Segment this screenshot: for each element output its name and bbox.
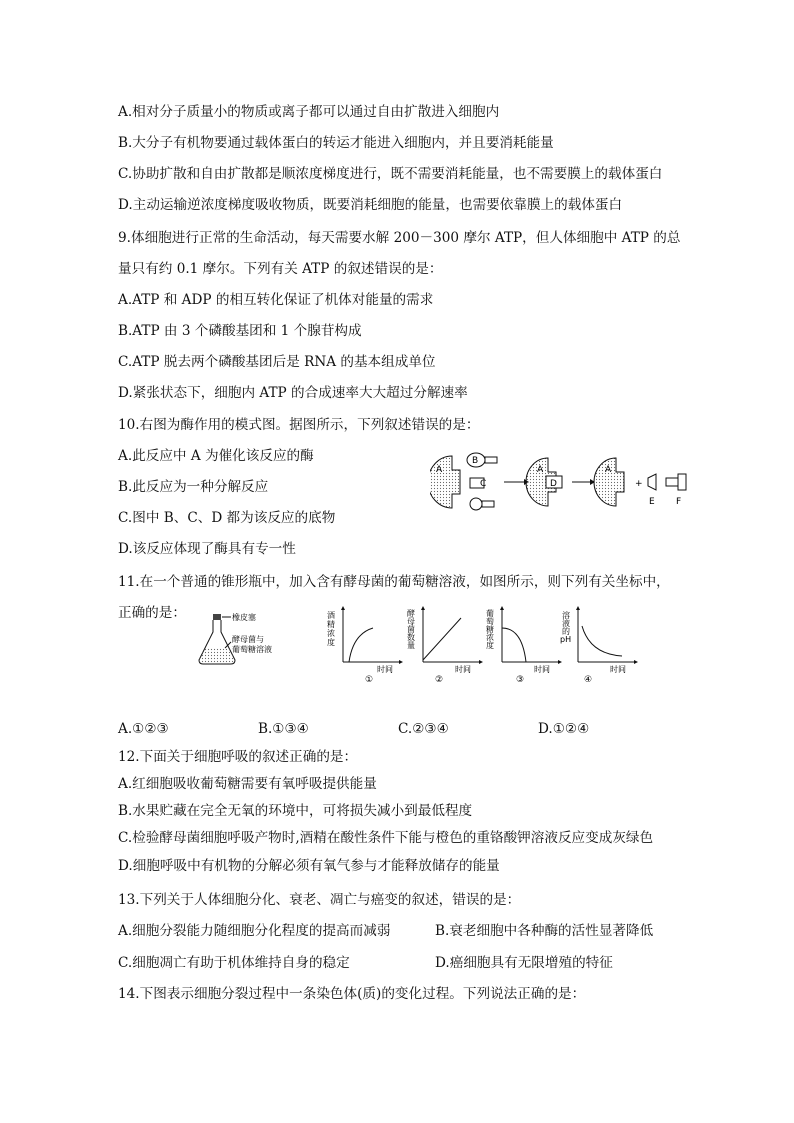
- plus-sign: +: [635, 479, 643, 489]
- graph3-ylabel-1: 葡: [486, 609, 494, 618]
- enzyme-diagram: [430, 448, 700, 518]
- graph4-ylabel-2: 液: [562, 619, 570, 628]
- complex-label-d: D: [550, 479, 557, 489]
- q11-stem-line2: 正确的是：: [118, 605, 186, 621]
- q12-option-c: C.检验酵母菌细胞呼吸产物时,酒精在酸性条件下能与橙色的重铬酸钾溶液反应变成灰绿色: [118, 830, 654, 846]
- q9-stem-line2: 量只有约 0.1 摩尔。下列有关 ATP 的叙述错误的是：: [118, 261, 443, 277]
- q12-option-a: A.红细胞吸收葡萄糖需要有氧呼吸提供能量: [118, 776, 377, 792]
- q9-option-b: B.ATP 由 3 个磷酸基团和 1 个腺苷构成: [118, 323, 362, 339]
- graph4-number: ④: [584, 675, 593, 684]
- graph2-xlabel: 时间: [455, 665, 471, 674]
- q13-option-c: C.细胞凋亡有助于机体维持自身的稳定: [118, 955, 350, 971]
- q11-option-b: B.①③④: [258, 721, 309, 737]
- graph3-ylabel-4: 浓: [486, 633, 494, 642]
- q11-option-c: C.②③④: [398, 721, 449, 737]
- q13-option-d: D.癌细胞具有无限增殖的特征: [435, 955, 613, 971]
- q11-option-d: D.①②④: [538, 721, 590, 737]
- flask-label-stopper: 橡皮塞: [232, 613, 256, 622]
- graph-1: [325, 604, 405, 684]
- q10-option-a: A.此反应中 A 为催化该反应的酶: [118, 448, 314, 464]
- substrate-label-b: B: [472, 456, 479, 466]
- graph4-ylabel-3: 的: [562, 627, 570, 636]
- flask-label-yeast: 酵母菌与: [232, 635, 264, 644]
- graph1-number: ①: [365, 675, 374, 684]
- q14-stem: 14.下图表示细胞分裂过程中一条染色体(质)的变化过程。下列说法正确的是：: [118, 986, 586, 1002]
- graph3-ylabel-5: 度: [486, 641, 494, 650]
- enzyme-label-a1: A: [436, 465, 443, 475]
- graph2-ylabel-1: 酵: [407, 609, 415, 618]
- graph-2: [405, 604, 485, 684]
- graph4-xlabel: 时间: [610, 665, 626, 674]
- graph2-number: ②: [435, 675, 444, 684]
- graph2-ylabel-2: 母: [407, 617, 415, 626]
- q13-stem: 13.下列关于人体细胞分化、衰老、凋亡与癌变的叙述，错误的是：: [118, 892, 521, 908]
- q9-option-a: A.ATP 和 ADP 的相互转化保证了机体对能量的需求: [118, 292, 434, 308]
- q10-option-d: D.该反应体现了酶具有专一性: [118, 541, 296, 557]
- q11-option-a: A.①②③: [118, 721, 169, 737]
- graph1-ylabel-3: 浓: [327, 629, 335, 638]
- flask-label-glucose: 葡萄糖溶液: [232, 645, 272, 654]
- graph2-ylabel-4: 数: [407, 633, 415, 642]
- q12-stem: 12.下面关于细胞呼吸的叙述正确的是：: [118, 749, 358, 765]
- graph4-ylabel-1: 溶: [562, 611, 570, 620]
- q9-option-d: D.紧张状态下，细胞内 ATP 的合成速率大大超过分解速率: [118, 385, 468, 401]
- graph3-number: ③: [516, 675, 525, 684]
- graph3-xlabel: 时间: [534, 665, 550, 674]
- q9-option-c: C.ATP 脱去两个磷酸基团后是 RNA 的基本组成单位: [118, 354, 436, 370]
- flask-diagram: [195, 612, 305, 668]
- graph-3: [484, 604, 564, 684]
- q8-option-b: B.大分子有机物要通过载体蛋白的转运才能进入细胞内，并且要消耗能量: [118, 135, 554, 151]
- graph-4: [560, 604, 640, 684]
- q10-option-c: C.图中 B、C、D 都为该反应的底物: [118, 510, 336, 526]
- q8-option-a: A.相对分子质量小的物质或离子都可以通过自由扩散进入细胞内: [118, 104, 500, 120]
- q10-option-b: B.此反应为一种分解反应: [118, 479, 269, 495]
- q10-stem: 10.右图为酶作用的模式图。据图所示，下列叙述错误的是：: [118, 417, 480, 433]
- q13-option-b: B.衰老细胞中各种酶的活性显著降低: [435, 923, 654, 939]
- substrate-label-c: C: [480, 479, 487, 489]
- graph3-ylabel-3: 糖: [486, 625, 494, 634]
- product-label-e: E: [649, 497, 655, 507]
- product-label-f: F: [676, 497, 682, 507]
- graph2-ylabel-3: 菌: [407, 625, 415, 634]
- graph1-ylabel-4: 度: [327, 638, 335, 647]
- graph1-ylabel-2: 精: [327, 620, 335, 629]
- graph4-ylabel-4: pH: [560, 635, 572, 644]
- q12-option-d: D.细胞呼吸中有机物的分解必须有氧气参与才能释放储存的能量: [118, 858, 500, 874]
- q13-option-a: A.细胞分裂能力随细胞分化程度的提高而减弱: [118, 923, 391, 939]
- q9-stem-line1: 9.体细胞进行正常的生命活动，每天需要水解 200－300 摩尔 ATP，但人体细胞中 ATP 的总: [118, 230, 681, 246]
- q8-option-d: D.主动运输逆浓度梯度吸收物质，既要消耗细胞的能量，也需要依靠膜上的载体蛋白: [118, 197, 623, 213]
- enzyme-label-a2: A: [537, 465, 544, 475]
- graph1-xlabel: 时间: [377, 665, 393, 674]
- graph2-ylabel-5: 量: [407, 641, 415, 650]
- graph1-ylabel-1: 酒: [327, 611, 335, 620]
- graph3-ylabel-2: 萄: [486, 617, 494, 626]
- q11-stem-line1: 11.在一个普通的锥形瓶中，加入含有酵母菌的葡萄糖溶液，如图所示，则下列有关坐标中，: [118, 574, 670, 590]
- q8-option-c: C.协助扩散和自由扩散都是顺浓度梯度进行，既不需要消耗能量，也不需要膜上的载体蛋白: [118, 166, 663, 182]
- q12-option-b: B.水果贮藏在完全无氧的环境中，可将损失减小到最低程度: [118, 803, 473, 819]
- enzyme-label-a3: A: [605, 465, 612, 475]
